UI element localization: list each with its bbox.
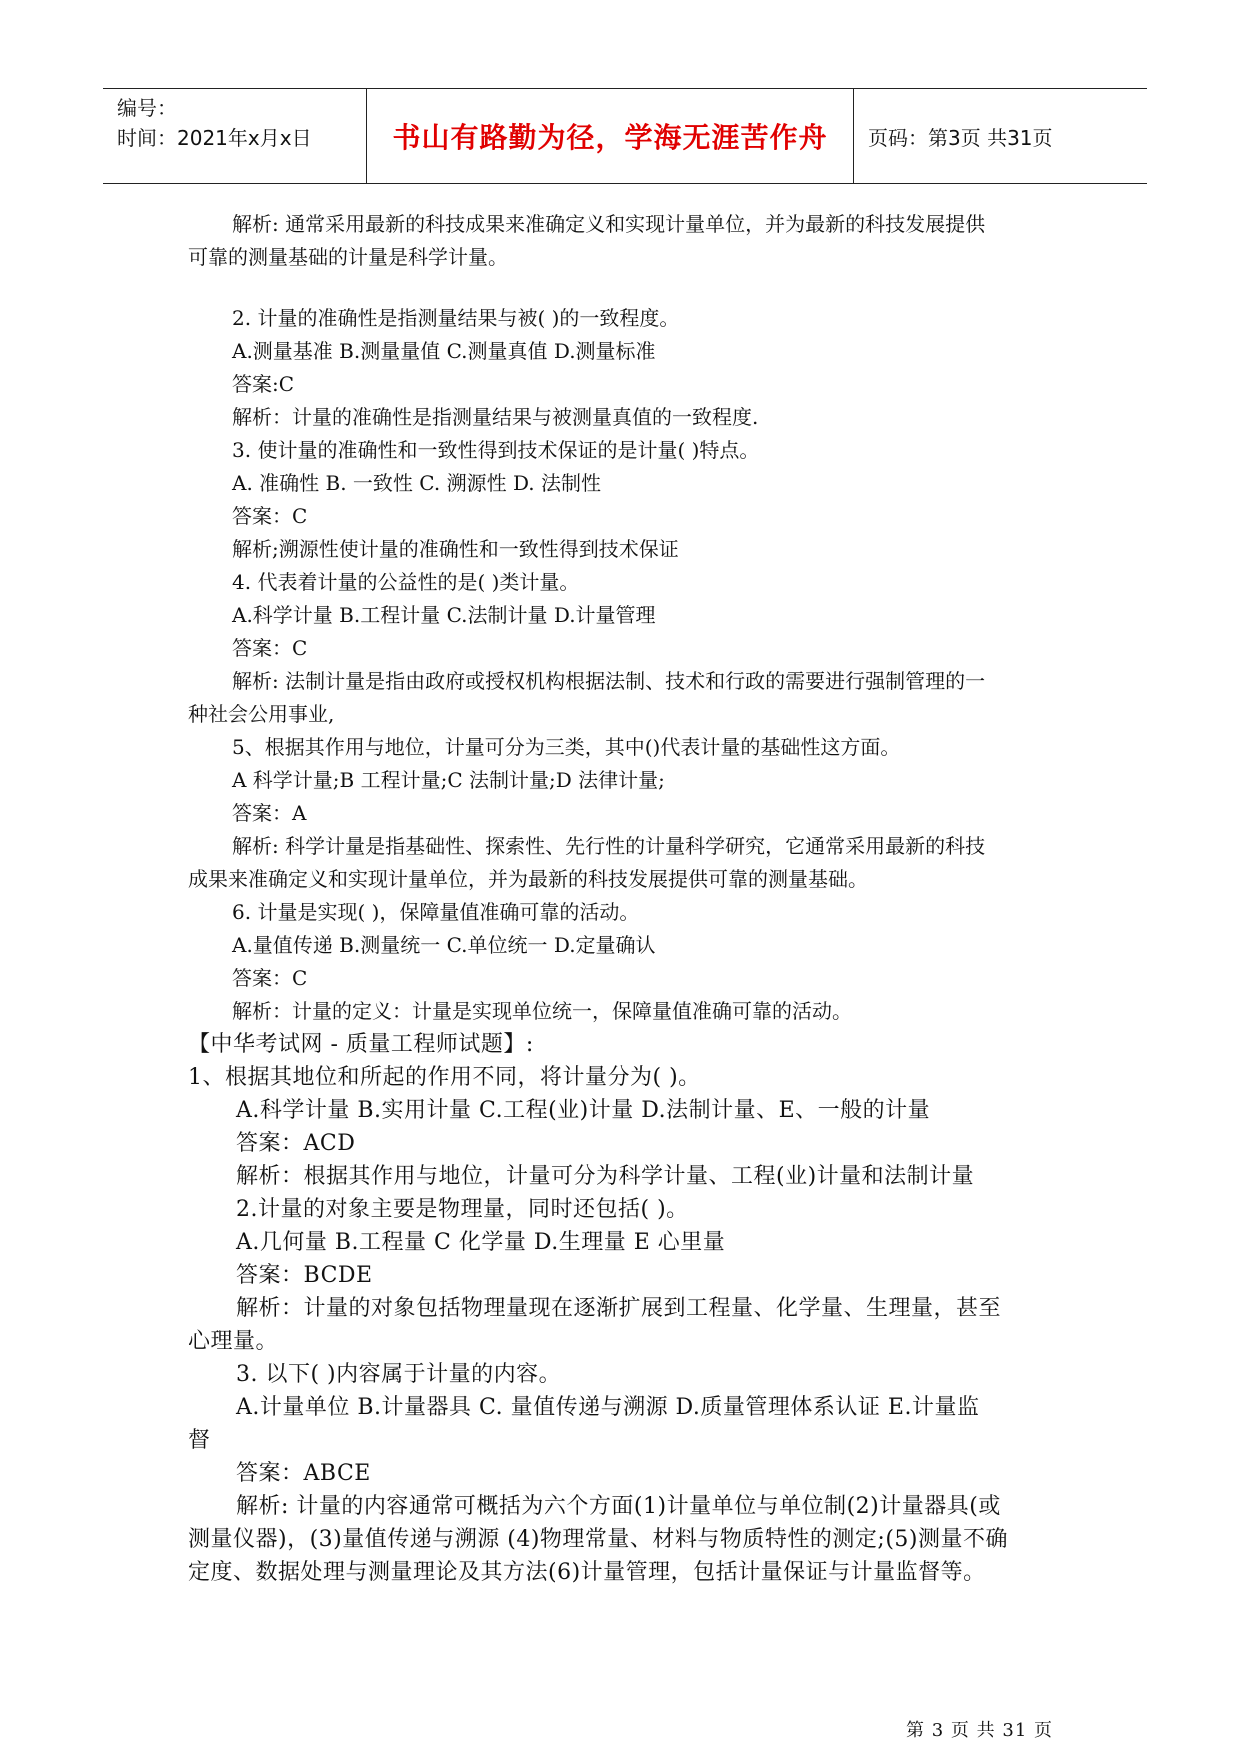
text-line: 成果来准确定义和实现计量单位，并为最新的科技发展提供可靠的测量基础。 xyxy=(188,867,868,891)
text-line: 2. 计量的准确性是指测量结果与被( )的一致程度。 xyxy=(232,306,680,330)
text-line: 心理量。 xyxy=(188,1329,279,1354)
text-line: 测量仪器)，(3)量值传递与溯源 (4)物理常量、材料与物质特性的测定;(5)测量不确 xyxy=(188,1527,1008,1552)
text-line: A.科学计量 B.实用计量 C.工程(业)计量 D.法制计量、E、一般的计量 xyxy=(236,1098,931,1123)
text-line: 2.计量的对象主要是物理量，同时还包括( )。 xyxy=(236,1197,689,1222)
text-line: 解析：计量的定义：计量是实现单位统一，保障量值准确可靠的活动。 xyxy=(232,999,852,1023)
header-meta xyxy=(103,89,367,183)
text-line: 解析：计量的准确性是指测量结果与被测量真值的一致程度. xyxy=(232,405,759,429)
text-line: 种社会公用事业, xyxy=(188,702,335,726)
text-line: 3. 使计量的准确性和一致性得到技术保证的是计量( )特点。 xyxy=(232,438,760,462)
text-line: 答案:C xyxy=(232,372,295,396)
text-line: A.测量基准 B.测量量值 C.测量真值 D.测量标准 xyxy=(232,339,656,363)
text-line: A.几何量 B.工程量 C 化学量 D.生理量 E 心里量 xyxy=(236,1230,726,1255)
text-line: 可靠的测量基础的计量是科学计量。 xyxy=(188,245,508,269)
paragraph-gap xyxy=(188,274,1068,302)
text-line: 答案：C xyxy=(232,504,308,528)
text-line: 答案：ABCE xyxy=(236,1461,371,1486)
text-line: 答案：C xyxy=(232,636,308,660)
text-line: 答案：C xyxy=(232,966,308,990)
text-line: 解析：计量的对象包括物理量现在逐渐扩展到工程量、化学量、生理量，甚至 xyxy=(236,1296,1002,1321)
page-header xyxy=(103,88,1147,184)
text-line: 解析: 法制计量是指由政府或授权机构根据法制、技术和行政的需要进行强制管理的一 xyxy=(232,669,986,693)
text-line: 4. 代表着计量的公益性的是( )类计量。 xyxy=(232,570,580,594)
text-line: A.科学计量 B.工程计量 C.法制计量 D.计量管理 xyxy=(232,603,656,627)
document-body xyxy=(188,208,1068,1589)
text-line: 解析：根据其作用与地位，计量可分为科学计量、工程(业)计量和法制计量 xyxy=(236,1164,975,1189)
text-line: 3. 以下( )内容属于计量的内容。 xyxy=(236,1362,562,1387)
text-line: 解析;溯源性使计量的准确性和一致性得到技术保证 xyxy=(232,537,679,561)
text-line: 5、根据其作用与地位，计量可分为三类，其中()代表计量的基础性这方面。 xyxy=(232,735,901,759)
section-heading: 【中华考试网 - 质量工程师试题】: xyxy=(188,1032,534,1057)
text-line: A. 准确性 B. 一致性 C. 溯源性 D. 法制性 xyxy=(232,471,601,495)
text-line: 答案：A xyxy=(232,801,307,825)
text-line: 答案：ACD xyxy=(236,1131,356,1156)
text-line: 定度、数据处理与测量理论及其方法(6)计量管理，包括计量保证与计量监督等。 xyxy=(188,1560,986,1585)
text-line: A 科学计量;B 工程计量;C 法制计量;D 法律计量; xyxy=(232,768,665,792)
header-motto: 书山有路勤为径，学海无涯苦作舟 xyxy=(367,89,854,183)
text-line: 解析: 计量的内容通常可概括为六个方面(1)计量单位与单位制(2)计量器具(或 xyxy=(236,1494,1001,1519)
text-line: 6. 计量是实现( )，保障量值准确可靠的活动。 xyxy=(232,900,640,924)
text-line: 答案：BCDE xyxy=(236,1263,373,1288)
doc-number-label: 编号： xyxy=(117,96,177,120)
text-line: A.量值传递 B.测量统一 C.单位统一 D.定量确认 xyxy=(232,933,656,957)
header-page-label: 页码：第3页 共31页 xyxy=(868,125,1053,150)
doc-time-label: 时间：2021年x月x日 xyxy=(117,126,312,150)
text-line: 1、根据其地位和所起的作用不同，将计量分为( )。 xyxy=(188,1065,701,1090)
text-line: 解析: 通常采用最新的科技成果来准确定义和实现计量单位，并为最新的科技发展提供 xyxy=(232,212,986,236)
text-line: 解析: 科学计量是指基础性、探索性、先行性的计量科学研究，它通常采用最新的科技 xyxy=(232,834,986,858)
text-line: 督 xyxy=(188,1428,211,1453)
page-footer: 第 3 页 共 31 页 xyxy=(906,1720,1053,1741)
text-line: A.计量单位 B.计量器具 C. 量值传递与溯源 D.质量管理体系认证 E.计量监 xyxy=(236,1395,980,1420)
